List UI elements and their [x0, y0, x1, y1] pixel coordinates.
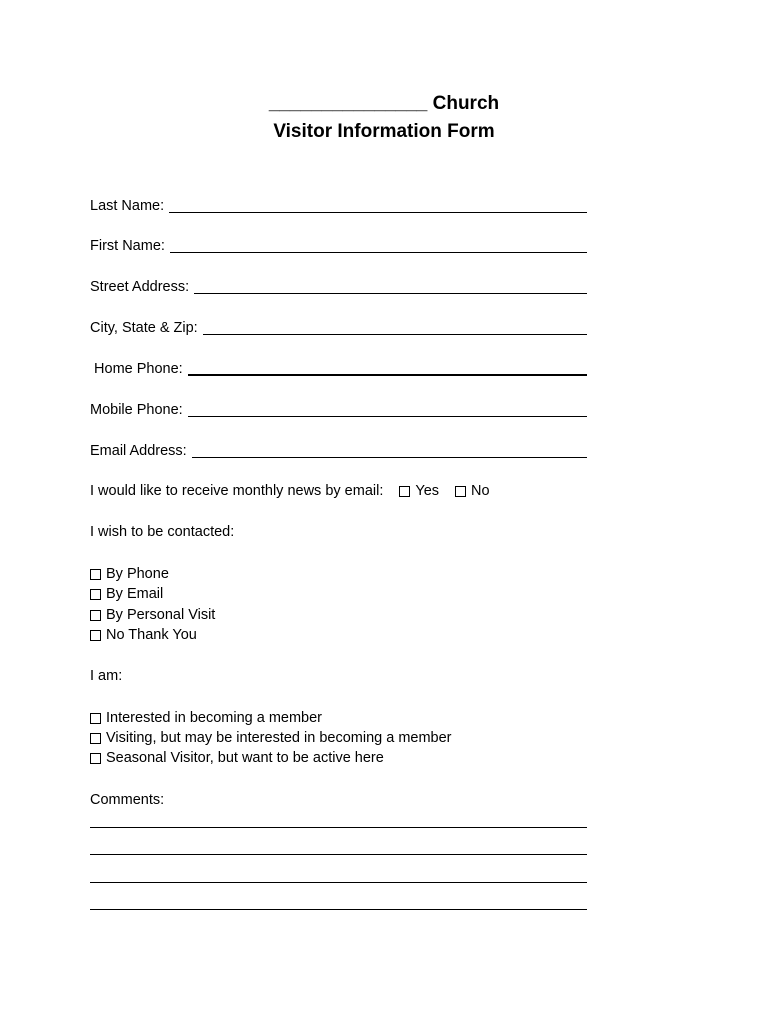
first-name-blank[interactable] — [170, 236, 587, 253]
comment-line[interactable] — [90, 909, 587, 910]
newsletter-no-label: No — [471, 483, 490, 499]
city-state-zip-blank[interactable] — [203, 318, 587, 335]
comment-line[interactable] — [90, 854, 587, 855]
city-state-zip-field — [90, 315, 587, 337]
last-name-label: Last Name: — [90, 198, 165, 214]
status-option-label: Seasonal Visitor, but want to be active here — [106, 750, 384, 766]
newsletter-options — [399, 482, 505, 500]
contact-option-label: No Thank You — [106, 627, 197, 643]
checkbox-icon[interactable] — [90, 569, 101, 580]
newsletter-yes-label: Yes — [415, 483, 440, 499]
checkbox-icon[interactable] — [90, 713, 101, 724]
home-phone-label: Home Phone: — [90, 361, 183, 377]
status-question: I am: — [90, 668, 123, 684]
email-address-label: Email Address: — [90, 443, 187, 459]
contact-question: I wish to be contacted: — [90, 524, 235, 540]
email-address-field — [90, 438, 587, 460]
checkbox-icon[interactable] — [90, 630, 101, 641]
status-option-visiting[interactable] — [90, 729, 452, 747]
status-option-label: Interested in becoming a member — [106, 710, 322, 726]
checkbox-icon[interactable] — [455, 486, 466, 497]
last-name-field — [90, 193, 587, 215]
first-name-field — [90, 233, 587, 255]
contact-option-phone[interactable] — [90, 565, 169, 583]
contact-option-visit[interactable] — [90, 606, 215, 624]
street-address-label: Street Address: — [90, 279, 190, 295]
checkbox-icon[interactable] — [399, 486, 410, 497]
first-name-label: First Name: — [90, 238, 165, 254]
newsletter-row — [90, 482, 506, 500]
newsletter-question: I would like to receive monthly news by email: — [90, 483, 384, 499]
email-address-blank[interactable] — [192, 441, 587, 458]
comment-line[interactable] — [90, 827, 587, 828]
contact-option-label: By Email — [106, 586, 164, 602]
mobile-phone-field — [90, 397, 587, 419]
mobile-phone-label: Mobile Phone: — [90, 402, 183, 418]
checkbox-icon[interactable] — [90, 733, 101, 744]
status-option-label: Visiting, but may be interested in becoming a member — [106, 730, 452, 746]
newsletter-no-option[interactable] — [455, 482, 490, 500]
contact-option-label: By Personal Visit — [106, 607, 216, 623]
form-title: Visitor Information Form — [273, 121, 495, 142]
contact-option-email[interactable] — [90, 585, 163, 603]
comments-label: Comments: — [90, 792, 165, 808]
church-name-line: _______________ Church — [268, 93, 500, 114]
home-phone-field — [90, 356, 587, 378]
newsletter-yes-option[interactable] — [399, 482, 439, 500]
home-phone-blank[interactable] — [188, 358, 587, 376]
street-address-blank[interactable] — [194, 277, 587, 294]
street-address-field — [90, 274, 587, 296]
checkbox-icon[interactable] — [90, 753, 101, 764]
mobile-phone-blank[interactable] — [188, 400, 587, 417]
comment-line[interactable] — [90, 882, 587, 883]
contact-option-none[interactable] — [90, 626, 197, 644]
contact-option-label: By Phone — [106, 566, 169, 582]
city-state-zip-label: City, State & Zip: — [90, 320, 198, 336]
status-option-seasonal[interactable] — [90, 749, 384, 767]
checkbox-icon[interactable] — [90, 589, 101, 600]
checkbox-icon[interactable] — [90, 610, 101, 621]
last-name-blank[interactable] — [169, 196, 587, 213]
status-option-interested[interactable] — [90, 709, 322, 727]
